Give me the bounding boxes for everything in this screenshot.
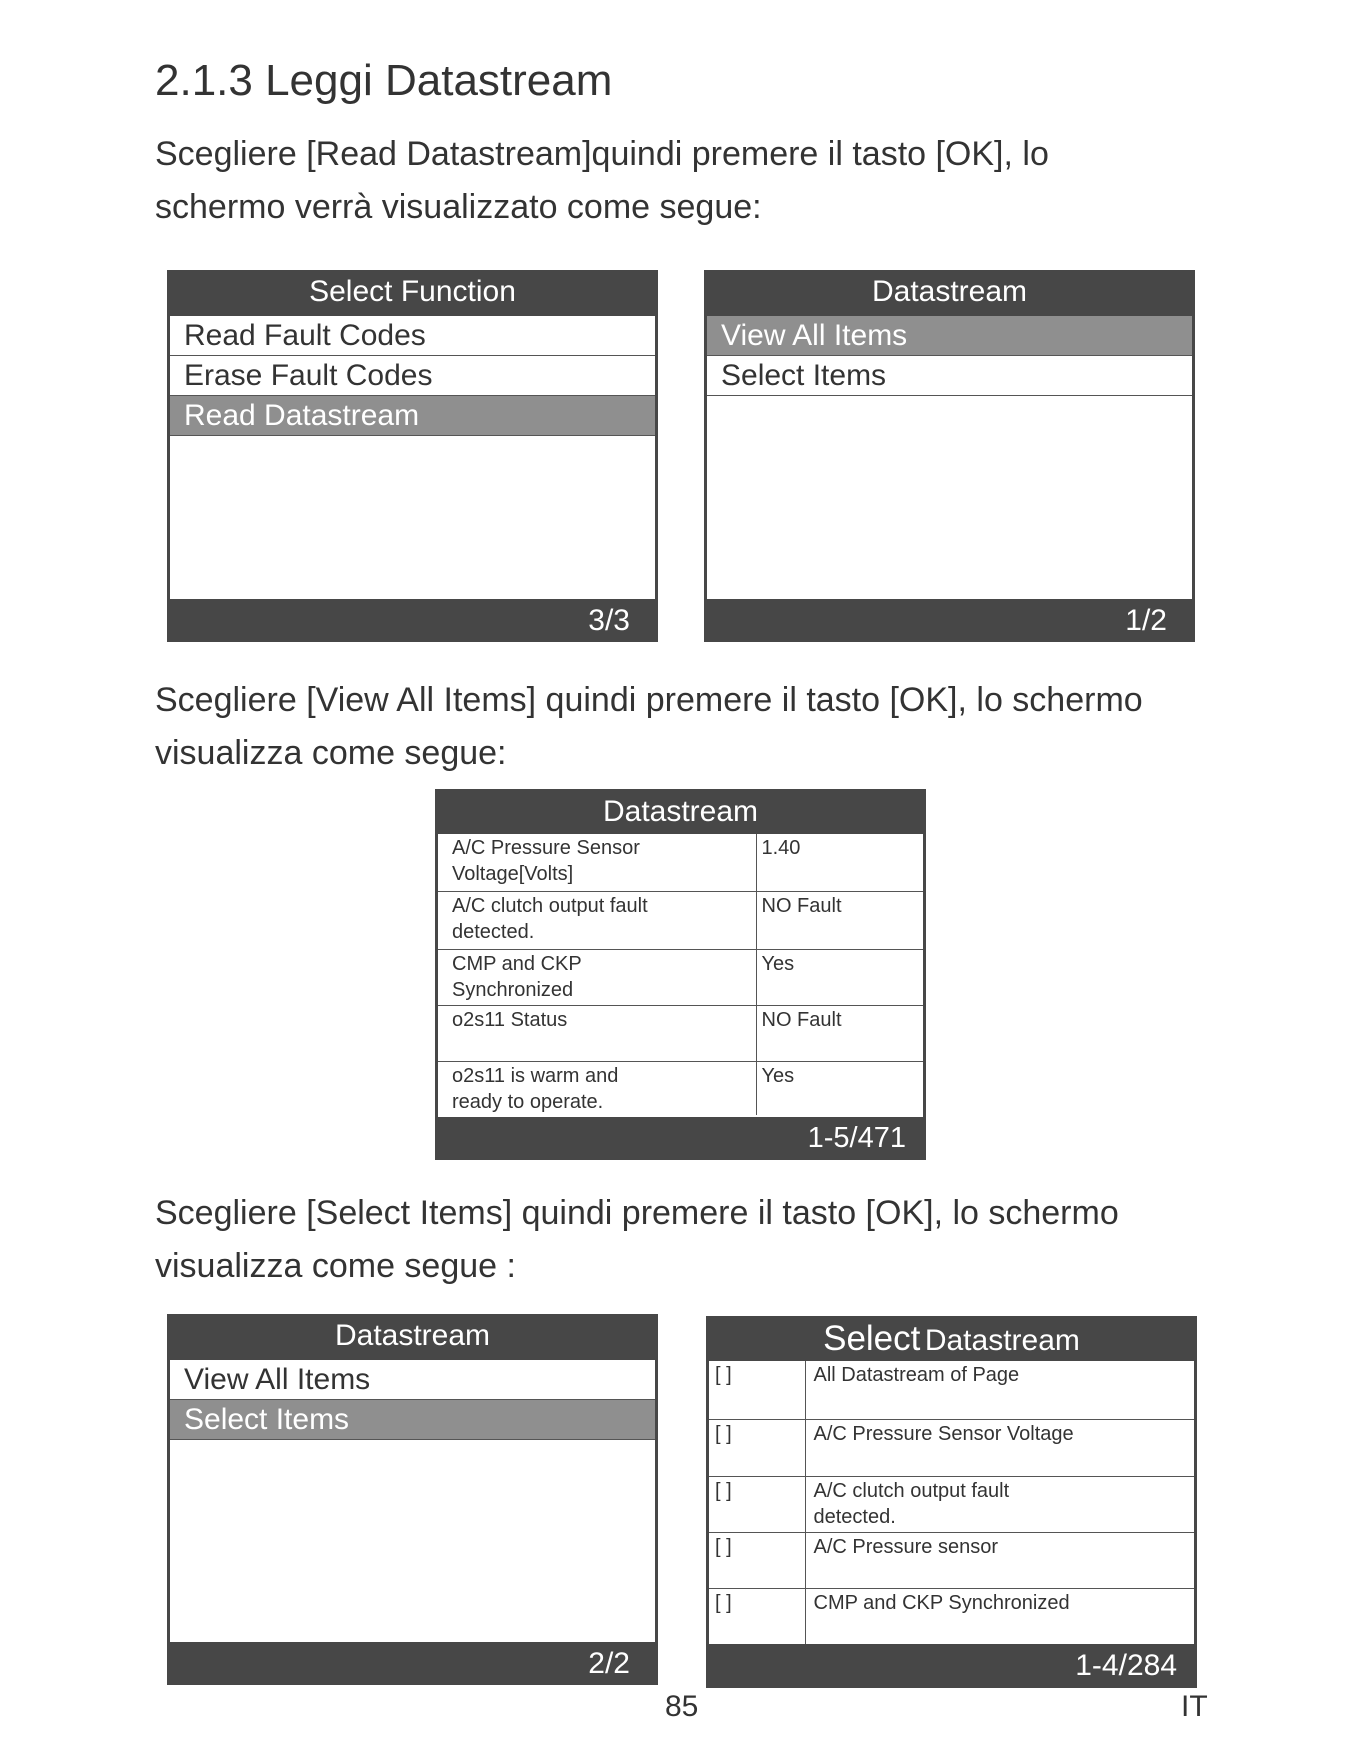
screen-title: Datastream — [871, 275, 1028, 308]
table-row[interactable] — [709, 1476, 1194, 1532]
table-row[interactable] — [709, 1419, 1194, 1476]
section-heading: 2.1.3 Leggi Datastream — [155, 56, 613, 105]
paragraph-line: visualizza come segue : — [155, 1247, 516, 1285]
parameter-name: A/C clutch output fault detected. — [438, 891, 756, 949]
table-row[interactable] — [709, 1532, 1194, 1588]
menu-item-view-all-items[interactable]: View All Items — [170, 1360, 655, 1400]
select-items-paragraph — [155, 1187, 1119, 1293]
paragraph-line: visualizza come segue: — [155, 734, 507, 772]
table-row[interactable] — [709, 1588, 1194, 1644]
page-indicator: 2/2 — [588, 1647, 630, 1680]
screen-title: Select Datastream — [823, 1319, 1080, 1358]
paragraph-line: Scegliere [View All Items] quindi premere il tasto [OK], lo schermo — [155, 681, 1143, 719]
parameter-value: Yes — [756, 1061, 923, 1115]
language-code: IT — [1181, 1690, 1208, 1723]
screen-title: Datastream — [602, 795, 759, 828]
screen-title: Datastream — [334, 1319, 491, 1352]
page-number: 85 — [665, 1690, 699, 1723]
menu-item-view-all-items[interactable]: View All Items — [707, 316, 1192, 356]
checkbox[interactable]: [ ] — [715, 1591, 732, 1614]
menu-item-erase-fault-codes[interactable]: Erase Fault Codes — [170, 356, 655, 396]
paragraph-line: Scegliere [Read Datastream]quindi premere il tasto [OK], lo — [155, 135, 1049, 173]
menu-item-select-items[interactable]: Select Items — [170, 1400, 655, 1440]
page-indicator: 3/3 — [588, 604, 630, 637]
view-all-paragraph — [155, 674, 1143, 780]
intro-paragraph — [155, 128, 1049, 234]
parameter-name: o2s11 is warm and ready to operate. — [452, 1064, 619, 1113]
checkbox[interactable]: [ ] — [709, 1476, 805, 1532]
page-indicator: 1-4/284 — [1075, 1649, 1177, 1682]
table-row[interactable] — [438, 949, 923, 1005]
item-label: A/C clutch output fault detected. — [805, 1476, 1194, 1532]
item-label: A/C Pressure sensor — [805, 1532, 1194, 1588]
datastream-menu-screen — [704, 270, 1195, 642]
table-row[interactable] — [709, 1361, 1194, 1419]
select-function-screen — [167, 270, 658, 642]
parameter-value: Yes — [756, 949, 923, 1005]
checkbox[interactable]: [ ] — [709, 1532, 805, 1588]
table-row[interactable] — [438, 834, 923, 891]
menu-item-read-datastream[interactable]: Read Datastream — [170, 396, 655, 436]
datastream-table — [438, 834, 923, 1115]
item-label: CMP and CKP Synchronized — [805, 1588, 1194, 1644]
checkbox[interactable]: [ ] — [709, 1419, 805, 1476]
table-row[interactable] — [438, 1061, 923, 1115]
select-datastream-screen — [706, 1316, 1197, 1688]
parameter-value: NO Fault — [756, 1005, 923, 1061]
menu-item-select-items[interactable]: Select Items — [707, 356, 1192, 396]
parameter-name: o2s11 Status — [438, 1005, 756, 1061]
checkbox[interactable]: [ ] — [709, 1361, 805, 1419]
screen-title: Select Function — [309, 275, 516, 308]
item-label: All Datastream of Page — [805, 1361, 1194, 1419]
parameter-name: CMP and CKP Synchronized — [438, 949, 756, 1005]
item-label: A/C Pressure Sensor Voltage — [805, 1419, 1194, 1476]
paragraph-line: Scegliere [Select Items] quindi premere il tasto [OK], lo schermo — [155, 1194, 1119, 1232]
parameter-value: NO Fault — [756, 891, 923, 949]
page-indicator: 1/2 — [1125, 604, 1167, 637]
page-indicator: 1-5/471 — [807, 1122, 906, 1154]
table-row[interactable] — [438, 891, 923, 949]
menu-item-read-fault-codes[interactable]: Read Fault Codes — [170, 316, 655, 356]
datastream-select-table — [709, 1361, 1194, 1644]
paragraph-line: schermo verrà visualizzato come segue: — [155, 188, 762, 226]
parameter-value: 1.40 — [756, 834, 923, 891]
datastream-values-screen — [435, 789, 926, 1160]
table-row[interactable] — [438, 1005, 923, 1061]
datastream-menu-screen-2 — [167, 1314, 658, 1685]
parameter-name: A/C Pressure Sensor Voltage[Volts] — [438, 834, 756, 891]
